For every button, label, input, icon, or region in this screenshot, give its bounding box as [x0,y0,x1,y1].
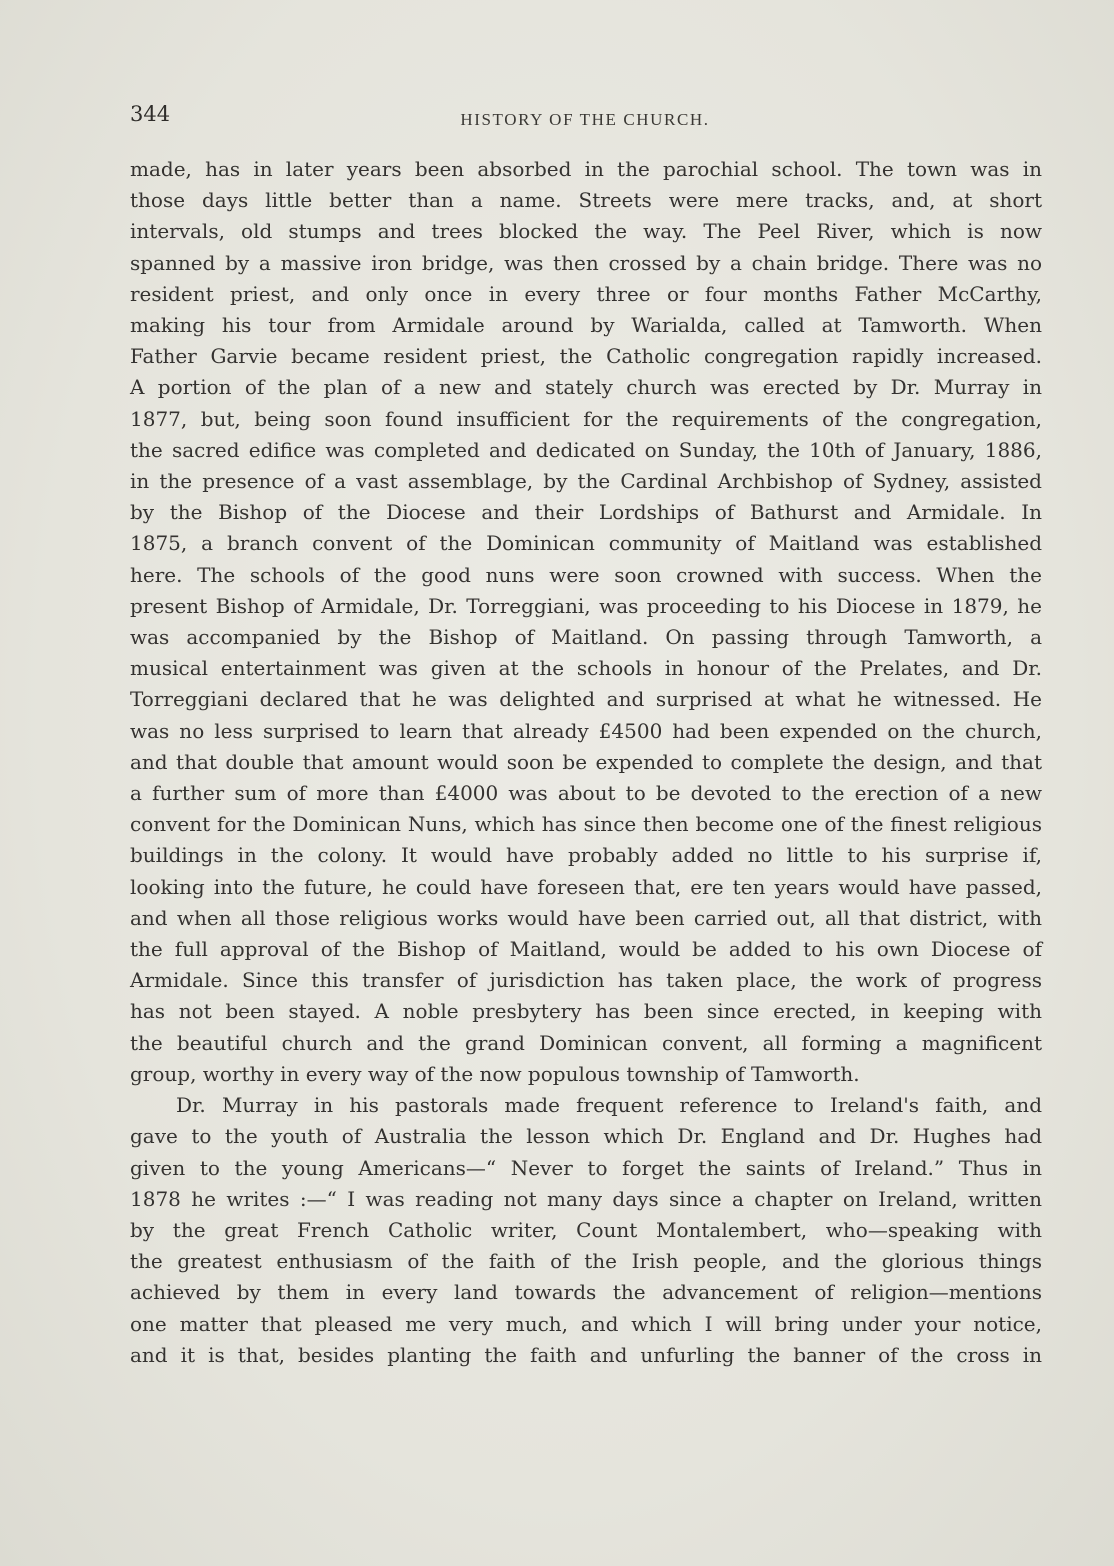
text-line: given to the young Americans—“ Never to forget the saints of Ireland.” Thus in [130,1155,1042,1180]
text-line: A portion of the plan of a new and stately church was erected by Dr. Murray in [130,375,1042,400]
text-line: convent for the Dominican Nuns, which has since then become one of the finest religious [130,812,1042,837]
text-line: the beautiful church and the grand Dominican convent, all forming a magnificent [130,1030,1042,1055]
text-line: present Bishop of Armidale, Dr. Torreggiani, was proceeding to his Diocese in 1879, he [130,593,1042,618]
text-line: was no less surprised to learn that already £4500 had been expended on the church, [130,718,1042,743]
paragraph-1 [130,154,1042,1090]
text-line: Father Garvie became resident priest, the Catholic congregation rapidly increased. [130,344,1042,369]
body-text [130,154,1042,1371]
text-line: the sacred edifice was completed and dedicated on Sunday, the 10th of January, 1886, [130,437,1042,462]
text-line: those days little better than a name. Streets were mere tracks, and, at short [130,188,1042,213]
text-line: a further sum of more than £4000 was about to be devoted to the erection of a new [130,781,1042,806]
text-line: resident priest, and only once in every three or four months Father McCarthy, [130,281,1042,306]
text-line: making his tour from Armidale around by Warialda, called at Tamworth. When [130,313,1042,338]
text-line: the greatest enthusiasm of the faith of the Irish people, and the glorious things [130,1249,1042,1274]
text-line: musical entertainment was given at the schools in honour of the Prelates, and Dr. [130,656,1042,681]
text-line: Torreggiani declared that he was delighted and surprised at what he witnessed. He [130,687,1042,712]
text-line: gave to the youth of Australia the lesson which Dr. England and Dr. Hughes had [130,1124,1042,1149]
text-line: and it is that, besides planting the faith and unfurling the banner of the cross in [130,1342,1042,1367]
text-line: and that double that amount would soon be expended to complete the design, and that [130,749,1042,774]
text-line: group, worthy in every way of the now populous township of Tamworth. [130,1061,860,1086]
text-line: 1875, a branch convent of the Dominican community of Maitland was established [130,531,1042,556]
text-line: here. The schools of the good nuns were soon crowned with success. When the [130,562,1042,587]
text-line: one matter that pleased me very much, and which I will bring under your notice, [130,1311,1042,1336]
text-line: by the Bishop of the Diocese and their Lordships of Bathurst and Armidale. In [130,500,1042,525]
text-line: and when all those religious works would have been carried out, all that district, with [130,905,1042,930]
text-line: the full approval of the Bishop of Maitland, would be added to his own Diocese of [130,937,1042,962]
text-line: achieved by them in every land towards the advancement of religion—mentions [130,1280,1042,1305]
running-title: HISTORY OF THE CHURCH. [460,110,710,129]
paragraph-2 [130,1090,1042,1371]
text-line: has not been stayed. A noble presbytery has been since erected, in keeping with [130,999,1042,1024]
text-line: made, has in later years been absorbed in the parochial school. The town was in [130,157,1042,181]
text-line: 1877, but, being soon found insufficient for the requirements of the congregation, [130,406,1042,431]
page-number: 344 [130,102,171,126]
text-line: in the presence of a vast assemblage, by the Cardinal Archbishop of Sydney, assisted [130,469,1042,494]
page-header [130,96,1040,136]
text-line: by the great French Catholic writer, Count Montalembert, who—speaking with [130,1217,1042,1242]
text-line: spanned by a massive iron bridge, was then crossed by a chain bridge. There was no [130,250,1042,275]
text-line: looking into the future, he could have foreseen that, ere ten years would have passed, [130,874,1042,899]
text-line: was accompanied by the Bishop of Maitland. On passing through Tamworth, a [130,625,1042,650]
text-line: Armidale. Since this transfer of jurisdiction has taken place, the work of progress [130,968,1042,993]
text-line: buildings in the colony. It would have probably added no little to his surprise if, [130,843,1042,868]
text-line: 1878 he writes :—“ I was reading not many days since a chapter on Ireland, written [130,1186,1042,1211]
text-line: intervals, old stumps and trees blocked the way. The Peel River, which is now [130,219,1042,244]
text-line: Dr. Murray in his pastorals made frequent reference to Ireland's faith, and [176,1093,1042,1118]
